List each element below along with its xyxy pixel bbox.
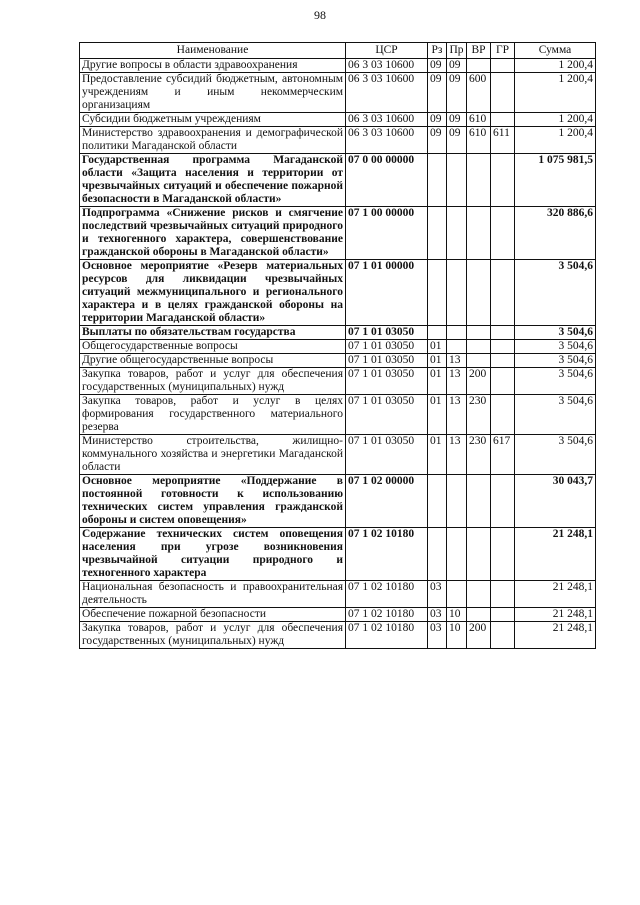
cell-pr [447,260,467,326]
cell-name: Национальная безопасность и правоохранительная деятельность [80,581,346,608]
cell-vr [467,207,491,260]
cell-csr: 06 3 03 10600 [346,73,428,113]
cell-pr: 09 [447,73,467,113]
table-body [80,59,596,649]
cell-sum: 21 248,1 [515,528,596,581]
table-row [80,475,596,528]
cell-vr: 200 [467,622,491,649]
cell-gr [491,326,515,340]
table-row [80,395,596,435]
cell-vr: 600 [467,73,491,113]
cell-name: Обеспечение пожарной безопасности [80,608,346,622]
table-row [80,368,596,395]
cell-rz [428,326,447,340]
cell-sum: 3 504,6 [515,435,596,475]
cell-gr [491,581,515,608]
cell-name: Общегосударственные вопросы [80,340,346,354]
cell-pr: 09 [447,59,467,73]
budget-table [79,42,596,649]
cell-name: Предоставление субсидий бюджетным, автономным учреждениям и иным некоммерческим организациям [80,73,346,113]
header-sum: Сумма [515,43,596,59]
cell-sum: 3 504,6 [515,354,596,368]
cell-rz: 03 [428,581,447,608]
cell-csr: 07 0 00 00000 [346,154,428,207]
cell-csr: 07 1 01 00000 [346,260,428,326]
cell-vr: 230 [467,435,491,475]
cell-csr: 07 1 01 03050 [346,368,428,395]
cell-gr [491,354,515,368]
table-row [80,73,596,113]
table-row [80,207,596,260]
cell-csr: 07 1 02 10180 [346,581,428,608]
cell-gr [491,154,515,207]
cell-rz: 09 [428,127,447,154]
cell-csr: 06 3 03 10600 [346,59,428,73]
cell-csr: 06 3 03 10600 [346,113,428,127]
cell-pr [447,475,467,528]
table-header-row [80,43,596,59]
cell-name: Закупка товаров, работ и услуг для обеспечения государственных (муниципальных) нужд [80,622,346,649]
cell-sum: 1 200,4 [515,59,596,73]
cell-pr [447,326,467,340]
cell-pr: 13 [447,395,467,435]
cell-name: Содержание технических систем оповещения населения при угрозе возникновения чрезвычайной ситуации природного и техногенного характера [80,528,346,581]
cell-gr [491,528,515,581]
cell-pr [447,154,467,207]
cell-sum: 3 504,6 [515,395,596,435]
cell-pr [447,581,467,608]
cell-rz [428,154,447,207]
cell-name: Государственная программа Магаданской области «Защита населения и территории от чрезвычайных ситуаций и обеспечение пожарной безопасности в Магаданской области» [80,154,346,207]
cell-gr [491,368,515,395]
cell-pr [447,207,467,260]
cell-pr: 10 [447,608,467,622]
cell-gr [491,260,515,326]
cell-rz: 09 [428,113,447,127]
cell-sum: 1 200,4 [515,113,596,127]
cell-vr [467,260,491,326]
cell-name: Субсидии бюджетным учреждениям [80,113,346,127]
cell-rz: 01 [428,340,447,354]
table-row [80,354,596,368]
cell-csr: 07 1 02 10180 [346,608,428,622]
cell-sum: 320 886,6 [515,207,596,260]
cell-gr [491,395,515,435]
cell-name: Основное мероприятие «Резерв материальных ресурсов для ликвидации чрезвычайных ситуаций межмуниципального и регионального характера и в целях гражданской обороны на территории Магаданской области» [80,260,346,326]
cell-vr [467,326,491,340]
cell-pr [447,528,467,581]
cell-pr: 13 [447,368,467,395]
cell-name: Выплаты по обязательствам государства [80,326,346,340]
cell-vr [467,340,491,354]
cell-vr [467,354,491,368]
cell-sum: 3 504,6 [515,326,596,340]
cell-gr [491,73,515,113]
cell-rz: 09 [428,73,447,113]
cell-gr [491,340,515,354]
cell-sum: 1 200,4 [515,127,596,154]
cell-name: Подпрограмма «Снижение рисков и смягчение последствий чрезвычайных ситуаций природного и техногенного характера, совершенствование гражданской обороны в Магаданской области» [80,207,346,260]
cell-gr [491,475,515,528]
cell-rz: 01 [428,435,447,475]
cell-rz: 01 [428,368,447,395]
cell-pr: 09 [447,113,467,127]
cell-vr [467,608,491,622]
cell-sum: 21 248,1 [515,622,596,649]
cell-vr: 610 [467,113,491,127]
cell-name: Другие общегосударственные вопросы [80,354,346,368]
table-row [80,622,596,649]
cell-name: Министерство здравоохранения и демографической политики Магаданской области [80,127,346,154]
cell-csr: 07 1 02 00000 [346,475,428,528]
cell-pr: 13 [447,435,467,475]
cell-csr: 07 1 01 03050 [346,395,428,435]
table-row [80,260,596,326]
cell-csr: 07 1 01 03050 [346,326,428,340]
page-number: 98 [314,8,326,22]
cell-sum: 1 075 981,5 [515,154,596,207]
cell-sum: 3 504,6 [515,340,596,354]
cell-sum: 1 200,4 [515,73,596,113]
header-pr: Пр [447,43,467,59]
table-row [80,581,596,608]
table-row [80,113,596,127]
cell-sum: 30 043,7 [515,475,596,528]
header-name: Наименование [80,43,346,59]
cell-csr: 07 1 02 10180 [346,622,428,649]
table-row [80,435,596,475]
header-rz: Рз [428,43,447,59]
cell-gr: 611 [491,127,515,154]
cell-name: Основное мероприятие «Поддержание в постоянной готовности к использованию технических систем управления гражданской обороны и систем оповещения» [80,475,346,528]
table-row [80,326,596,340]
cell-gr [491,207,515,260]
cell-gr [491,59,515,73]
cell-name: Закупка товаров, работ и услуг в целях формирования государственного материального резерва [80,395,346,435]
cell-sum: 3 504,6 [515,368,596,395]
header-vr: ВР [467,43,491,59]
cell-vr: 230 [467,395,491,435]
cell-csr: 07 1 02 10180 [346,528,428,581]
cell-vr [467,59,491,73]
cell-vr: 200 [467,368,491,395]
cell-csr: 06 3 03 10600 [346,127,428,154]
table-row [80,528,596,581]
cell-sum: 21 248,1 [515,581,596,608]
cell-csr: 07 1 01 03050 [346,340,428,354]
cell-gr: 617 [491,435,515,475]
cell-pr: 09 [447,127,467,154]
cell-name: Другие вопросы в области здравоохранения [80,59,346,73]
cell-gr [491,608,515,622]
cell-csr: 07 1 01 03050 [346,435,428,475]
table-row [80,608,596,622]
cell-rz: 09 [428,59,447,73]
cell-rz [428,207,447,260]
cell-pr [447,340,467,354]
cell-rz [428,260,447,326]
header-gr: ГР [491,43,515,59]
cell-vr: 610 [467,127,491,154]
cell-pr: 10 [447,622,467,649]
cell-name: Закупка товаров, работ и услуг для обеспечения государственных (муниципальных) нужд [80,368,346,395]
header-csr: ЦСР [346,43,428,59]
cell-pr: 13 [447,354,467,368]
cell-rz: 03 [428,608,447,622]
cell-rz: 01 [428,395,447,435]
cell-gr [491,113,515,127]
cell-rz [428,528,447,581]
cell-name: Министерство строительства, жилищно-коммунального хозяйства и энергетики Магаданской области [80,435,346,475]
cell-vr [467,154,491,207]
cell-sum: 3 504,6 [515,260,596,326]
table-row [80,154,596,207]
table-row [80,59,596,73]
table-row [80,127,596,154]
cell-rz: 03 [428,622,447,649]
cell-rz [428,475,447,528]
cell-vr [467,475,491,528]
cell-gr [491,622,515,649]
cell-vr [467,528,491,581]
cell-csr: 07 1 00 00000 [346,207,428,260]
cell-vr [467,581,491,608]
table-row [80,340,596,354]
cell-sum: 21 248,1 [515,608,596,622]
cell-csr: 07 1 01 03050 [346,354,428,368]
cell-rz: 01 [428,354,447,368]
